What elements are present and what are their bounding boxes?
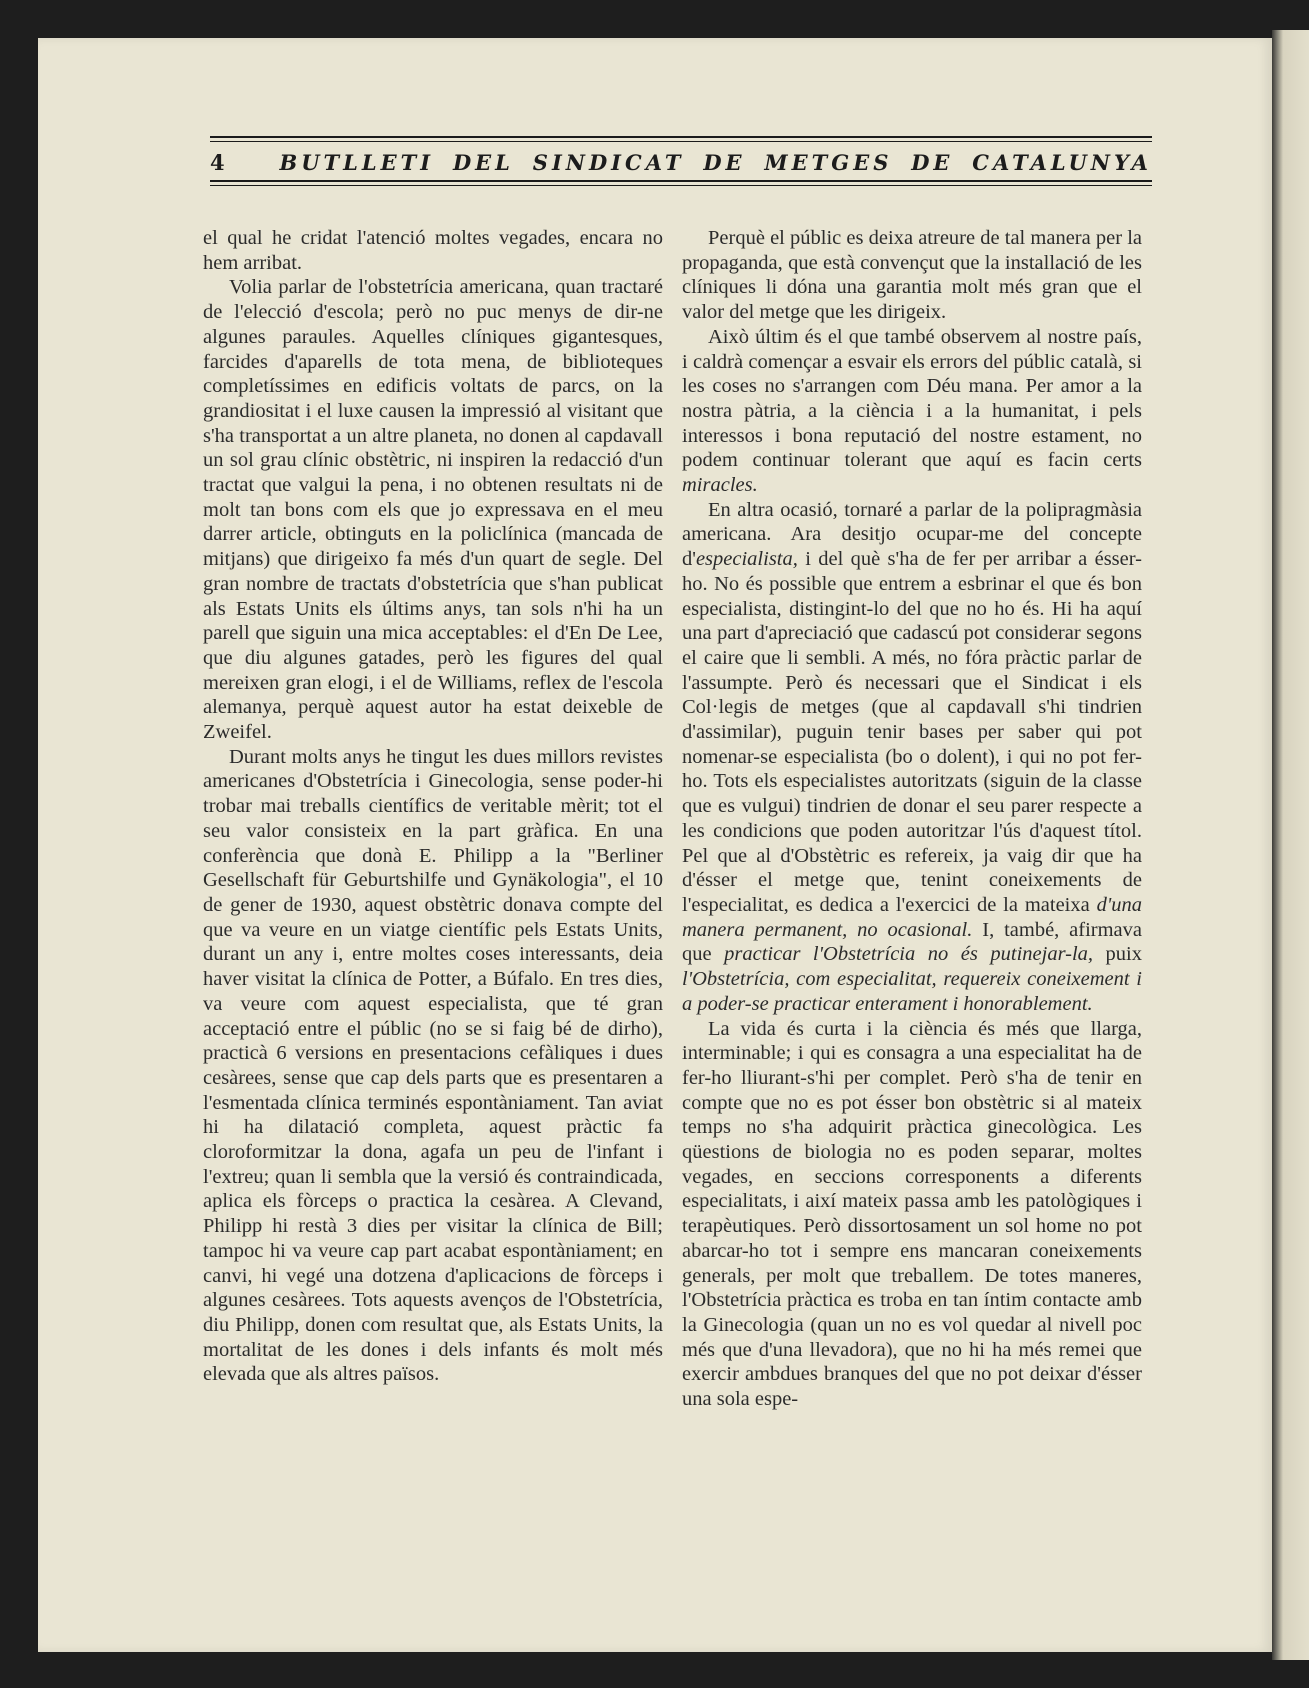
header-word: DEL (452, 149, 514, 175)
page-number: 4 (210, 149, 225, 175)
header-title (210, 148, 1152, 176)
emphasis-text: l'Obstetrícia, com especialitat, requereix coneixement i a poder-se practicar enterament i honorablement. (682, 968, 1142, 1015)
paragraph-text: Això últim és el que també observem al nostre país, i caldrà començar a esvair els errors del públic català, si les coses no s'arrangen com Déu mana. Per amor a la nostra pàtria, a la ciència i a la humanitat, i pels interessos i bona reputació del nostre estament, no podem continuar tolerant que aquí es facin certs (682, 325, 1142, 472)
left-column (203, 226, 663, 1387)
adjacent-page-edge (1272, 30, 1309, 1660)
emphasis-text: d'una manera permanent, no ocasional. (682, 893, 1142, 941)
emphasis-text: miracles. (682, 474, 758, 497)
paragraph: Volia parlar de l'obstetrícia americana, quan tractaré de l'elecció d'escola; però no puc menys de dir-ne algunes paraules. Aquelles clíniques gigantesques, farcides d'aparells de tota mena, de biblioteques completíssimes en edificis voltats de parcs, on la grandiositat i el luxe causen la impressió al visitant que s'ha transportat a un altre planeta, no donen al capdavall un sol grau clínic obstètric, ni inspiren la redacció d'un tractat que valgui la pena, i no obtenen resultats ni de molt tan bons com els que jo expressava en el meu darrer article, obtinguts en la policlínica (mancada de mitjans) que dirigeixo fa més d'un quart de segle. Del gran nombre de tractats d'obstetrícia que s'han publicat als Estats Units els últims anys, tan sols n'hi ha un parell que siguin una mica acceptables: el d'En De Lee, que diu algunes gatades, però les figures del qual mereixen gran elogi, i el de Williams, reflex de l'escola alemanya, perquè aquest autor ha estat deixeble de Zweifel. (203, 276, 663, 744)
paragraph: Perquè el públic es deixa atreure de tal manera per la propaganda, que està convençut que la installació de les clíniques li dóna una garantia molt més gran que el valor del metge que les dirigeix. (682, 227, 1142, 324)
header-rule-bottom-thin (210, 185, 1152, 186)
emphasis-text: especialista, (695, 548, 798, 571)
header-word: DE (703, 149, 746, 175)
paragraph-text: puix (1093, 943, 1142, 966)
header-rule-bottom (210, 180, 1152, 182)
paragraph: el qual he cridat l'atenció moltes vegades, encara no hem arribat. (203, 227, 663, 274)
paragraph: La vida és curta i la ciència és més que llarga, interminable; i qui es consagra a una especialitat ha de fer-ho lliurant-s'hi per complet. Però s'ha de tenir en compte que no es pot ésser bon obstètric si al mateix temps no s'ha adquirit pràctica ginecològica. Les qüestions de biologia no es poden separar, moltes vegades, en seccions corresponents a diferents especialitats, i així mateix passa amb les patològiques i terapèutiques. Però dissortosament un sol home no pot abarcar-ho tot i sempre ens mancaran coneixements generals, per molt que treballem. De totes maneres, l'Obstetrícia pràctica es troba en tan íntim contacte amb la Ginecologia (quan un no es vol quedar al nivell poc més que d'una llevadora), que no hi ha més remei que exercir ambdues branques del que no pot deixar d'ésser una sola espe- (682, 1017, 1142, 1411)
header-word: CATALUNYA (972, 149, 1152, 175)
paragraph-text: I, també, afirmava que (682, 918, 1142, 966)
paragraph (682, 325, 1142, 498)
paragraph (682, 498, 1142, 1017)
header-word: BUTLLETI (279, 149, 435, 175)
paragraph-text: En altra ocasió, tornaré a parlar de la polipragmàsia americana. Ara desitjo ocupar-me del concepte d' (682, 498, 1142, 571)
right-column (682, 226, 1142, 1412)
running-header (210, 136, 1152, 188)
header-word: METGES (764, 149, 893, 175)
header-word: DE (911, 149, 954, 175)
header-rule-top (210, 136, 1152, 138)
emphasis-text: practicar l'Obstetrícia no és putinejar-la, (724, 943, 1094, 966)
paragraph: Durant molts anys he tingut les dues millors revistes americanes d'Obstetrícia i Ginecologia, sense poder-hi trobar mai treballs científics de veritable mèrit; tot el seu valor consisteix en la part gràfica. En una conferència que donà E. Philipp a la "Berliner Gesellschaft für Geburtshilfe und Gynäkologia", el 10 de gener de 1930, aquest obstètric donava compte del que va veure en un viatge científic pels Estats Units, durant un any i, entre moltes coses interessants, deia haver visitat la clínica de Potter, a Búfalo. En tres dies, va veure com aquest especialista, que té gran acceptació entre el públic (no se si faig bé de dirho), practicà 6 versions en presentacions cefàliques i dues cesàrees, sense que cap dels parts que es presentaren a l'esmentada clínica terminés espontàniament. Tan aviat hi ha dilatació completa, aquest pràctic fa cloroformitzar la dona, agafa un peu de l'infant i l'extreu; quan li sembla que la versió és contraindicada, aplica els fòrceps o practica la cesàrea. A Clevand, Philipp hi restà 3 dies per visitar la clínica de Bill; tampoc hi va veure cap part acabat espontàniament; en canvi, hi vegé una dotzena d'aplicacions de fòrceps i algunes cesàrees. Tots aquests avenços de l'Obstetrícia, diu Philipp, donen com resultat que, als Estats Units, la mortalitat de les dones i dels infants és molt més elevada que als altres països. (203, 745, 663, 1386)
paragraph-text: i del què s'ha de fer per arribar a ésser-ho. No és possible que entrem a esbrinar el que és bon especialista, distingint-lo del que no ho és. Hi ha aquí una part d'apreciació que cadascú pot considerar segons el caire que li sembli. A més, no fóra pràctic parlar de l'assumpte. Però és necessari que el Sindicat i els Col·legis de metges (que al capdavall s'hi tindrien d'assimilar), puguin tenir bases per saber qui pot nomenar-se especialista (bo o dolent), i qui no pot fer-ho. Tots els especialistes autoritzats (siguin de la classe que es vulgui) tindrien de donar el seu parer respecte a les condicions que poden autoritzar l'ús d'aquest títol. Pel que al d'Obstètric es refereix, ja vaig dir que ha d'ésser el metge que, tenint coneixements de l'especialitat, es dedica a l'exercici de la mateixa (682, 548, 1142, 916)
header-rule-top-thin (210, 141, 1152, 142)
header-word: SINDICAT (532, 149, 685, 175)
